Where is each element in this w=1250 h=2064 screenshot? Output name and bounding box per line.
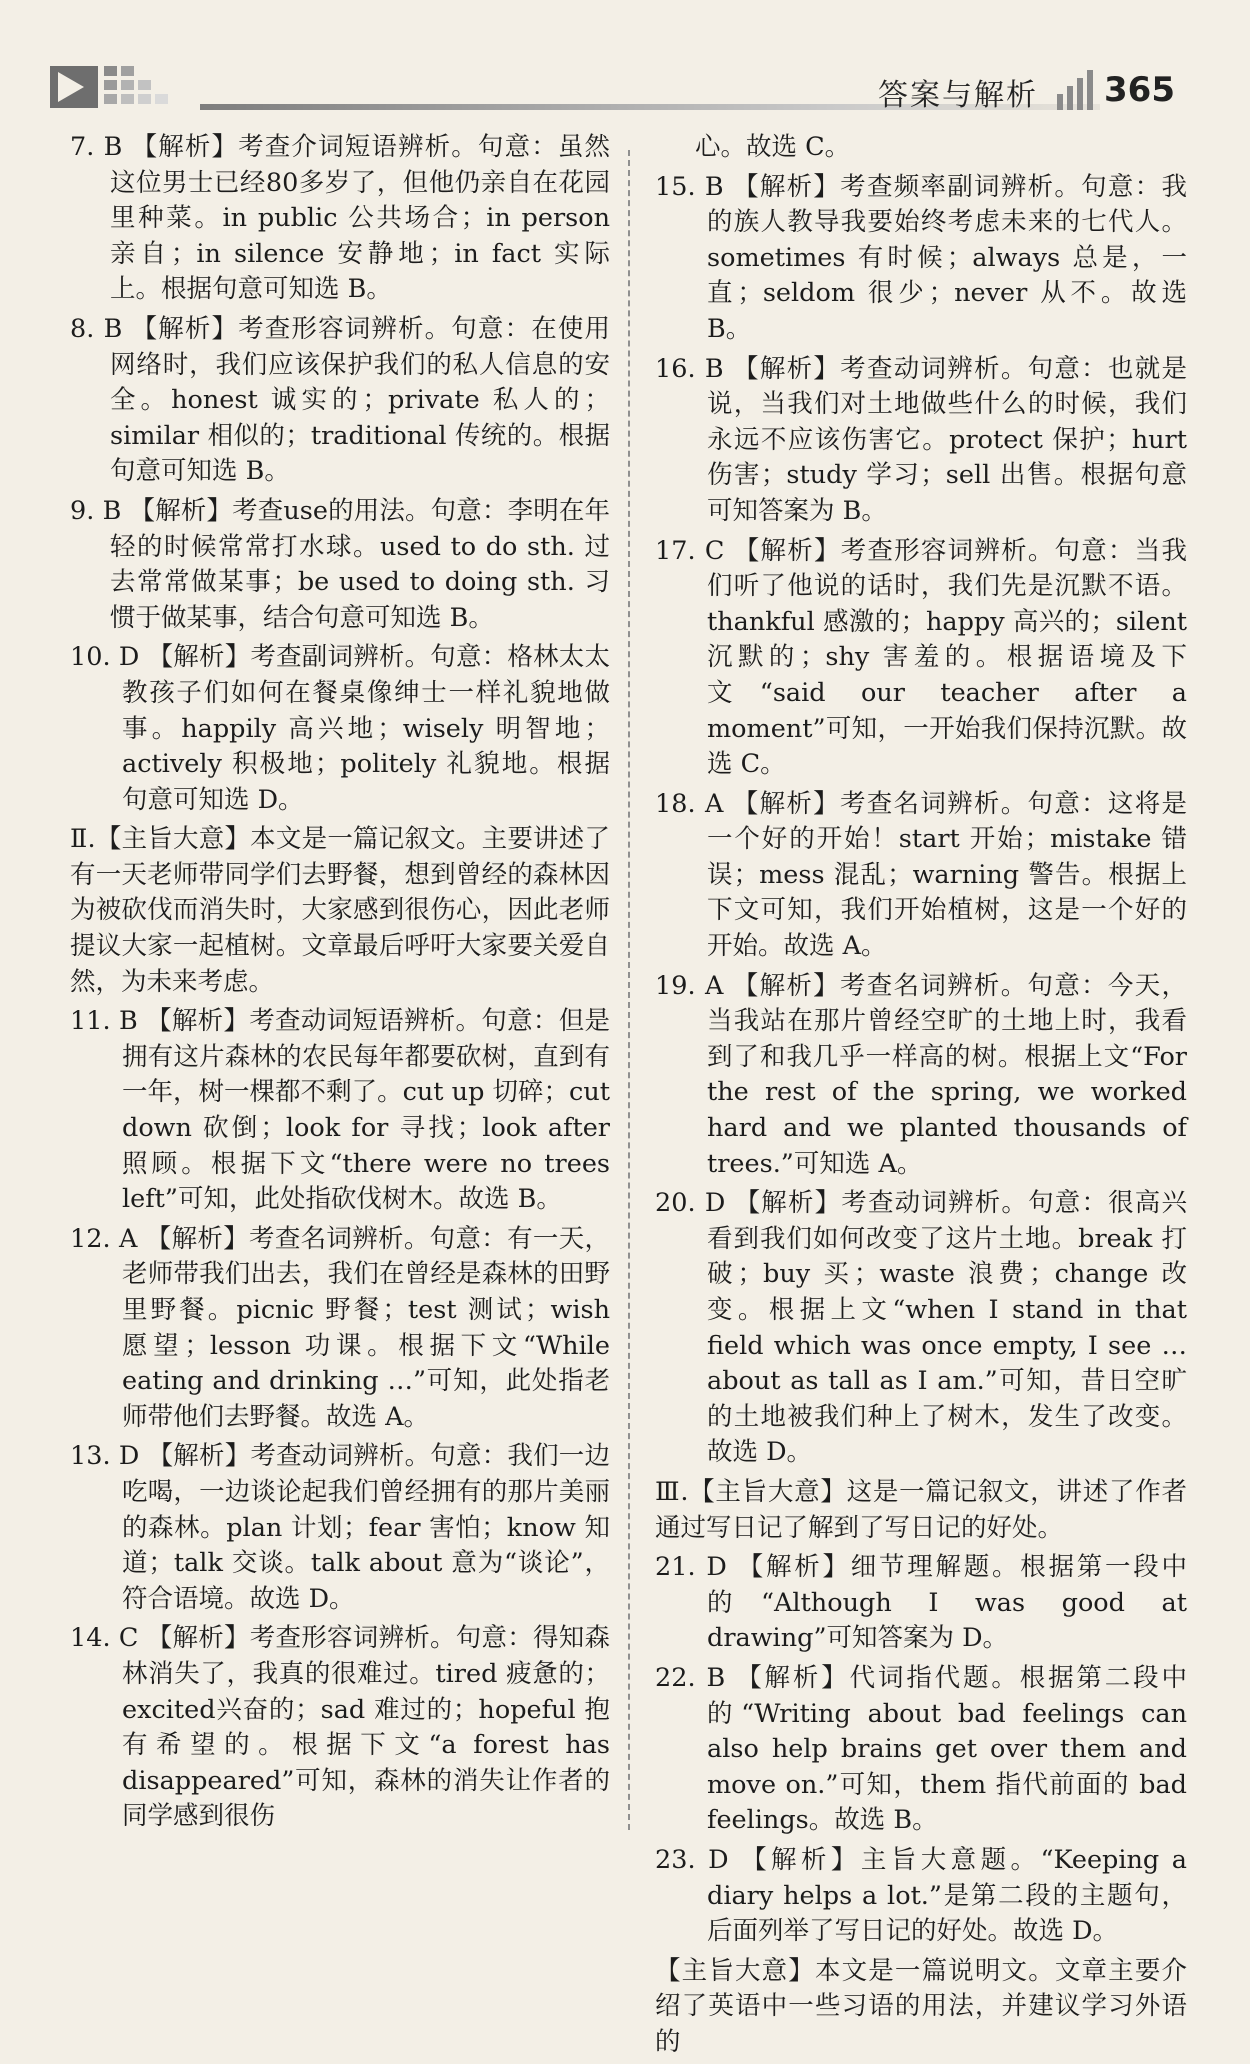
answer-entry: 21. D 【解析】细节理解题。根据第一段中的“Although I was good at drawing”可知答案为 D。 xyxy=(655,1552,1187,1654)
answer-entry: 16. B 【解析】考查动词辨析。句意：也就是说，当我们对土地做些什么的时候，我们永远不应该伤害它。protect 保护；hurt 伤害；study 学习；sell 出售。根据句意可知答案为 B。 xyxy=(655,353,1187,526)
answer-entry: 18. A 【解析】考查名词辨析。句意：这将是一个好的开始！start 开始；mistake 错误；mess 混乱；warning 警告。根据上下文可知，我们开始植树，这是一个好的开始。故选 A。 xyxy=(655,788,1187,962)
answer-entry: 12. A 【解析】考查名词辨析。句意：有一天，老师带我们出去，我们在曾经是森林的田野里野餐。picnic 野餐；test 测试；wish 愿望；lesson 功课。根据下文“While eating and drinking …”可知，此处指老师带他们去野餐。故选 A。 xyxy=(70,1223,610,1432)
answer-entry: 14. C 【解析】考查形容词辨析。句意：得知森林消失了，我真的很难过。tired 疲惫的；excited兴奋的；sad 难过的；hopeful 抱有希望的。根据下文“a forest has disappeared”可知，森林的消失让作者的同学感到很伤 xyxy=(70,1623,610,1832)
answer-entry: 心。故选 C。 xyxy=(695,132,851,162)
answer-entry: 7. B 【解析】考查介词短语辨析。句意：虽然这位男士已经80多岁了，但他仍亲自在花园里种菜。in public 公共场合；in person 亲自；in silence 安静地；in fact 实际上。根据句意可知选 B。 xyxy=(70,132,610,305)
right-column xyxy=(655,130,1187,2064)
answer-entry: 20. D 【解析】考查动词辨析。句意：很高兴看到我们如何改变了这片土地。break 打破；buy 买；waste 浪费；change 改变。根据上文“when I stand in that field which was once empty, I see … about as tall as I am.”可知，昔日空旷的土地被我们种上了树木，发生了改变。故选 D。 xyxy=(655,1188,1187,1468)
answer-entry: 23. D 【解析】主旨大意题。“Keeping a diary helps a lot.”是第二段的主题句，后面列举了写日记的好处。故选 D。 xyxy=(655,1844,1187,1947)
answer-entry: 10. D 【解析】考查副词辨析。句意：格林太太教孩子们如何在餐桌像绅士一样礼貌地做事。happily 高兴地；wisely 明智地；actively 积极地；politely 礼貌地。根据句意可知选 D。 xyxy=(70,642,610,815)
answer-entry: 9. B 【解析】考查use的用法。句意：李明在年轻的时候常常打水球。used to do sth. 过去常常做某事；be used to doing sth. 习惯于做某事，结合句意可知选 B。 xyxy=(70,495,610,633)
answer-entry: 15. B 【解析】考查频率副词辨析。句意：我的族人教导我要始终考虑未来的七代人。sometimes 有时候；always 总是，一直；seldom 很少；never 从不。故选 B。 xyxy=(655,171,1187,344)
publisher-logo-icon xyxy=(50,58,200,118)
header-title: 答案与解析 xyxy=(878,78,1038,113)
column-divider xyxy=(628,150,630,1830)
section-summary: Ⅱ.【主旨大意】本文是一篇记叙文。主要讲述了有一天老师带同学们去野餐，想到曾经的森林因为被砍伐而消失时，大家感到很伤心，因此老师提议大家一起植树。文章最后呼吁大家要关爱自然，为未来考虑。 xyxy=(70,824,610,997)
left-column xyxy=(70,130,610,1839)
answer-entry: 8. B 【解析】考查形容词辨析。句意：在使用网络时，我们应该保护我们的私人信息的安全。honest 诚实的；private 私人的；similar 相似的；traditional 传统的。根据句意可知选 B。 xyxy=(70,313,610,487)
answer-entry: 17. C 【解析】考查形容词辨析。句意：当我们听了他说的话时，我们先是沉默不语。thankful 感激的；happy 高兴的；silent 沉默的；shy 害羞的。根据语境及下文“said our teacher after a moment”可知，一开始我们保持沉默。故选 C。 xyxy=(655,535,1187,780)
section-summary: Ⅲ.【主旨大意】这是一篇记叙文，讲述了作者通过写日记了解到了写日记的好处。 xyxy=(655,1476,1187,1543)
answer-entry: 13. D 【解析】考查动词辨析。句意：我们一边吃喝，一边谈论起我们曾经拥有的那片美丽的森林。plan 计划；fear 害怕；know 知道；talk 交谈。talk about 意为“谈论”，符合语境。故选 D。 xyxy=(70,1441,610,1614)
answer-entry: 22. B 【解析】代词指代题。根据第二段中的“Writing about bad feelings can also help brains get over them and move on.”可知，them 指代前面的 bad feelings。故选 B。 xyxy=(655,1662,1187,1836)
answer-entry: 【主旨大意】本文是一篇说明文。文章主要介绍了英语中一些习语的用法，并建议学习外语的 xyxy=(655,1955,1187,2057)
bar-graph-icon xyxy=(1055,68,1097,110)
answer-entry: 19. A 【解析】考查名词辨析。句意：今天，当我站在那片曾经空旷的土地上时，我看到了和我几乎一样高的树。根据上文“For the rest of the spring, we worked hard and we planted thousands of trees.”可知选 A。 xyxy=(655,970,1187,1179)
answer-entry: 11. B 【解析】考查动词短语辨析。句意：但是拥有这片森林的农民每年都要砍树，直到有一年，树一棵都不剩了。cut up 切碎；cut down 砍倒；look for 寻找；look after 照顾。根据下文“there were no trees left”可知，此处指砍伐树木。故选 B。 xyxy=(70,1006,610,1215)
page-number: 365 xyxy=(1104,70,1175,110)
page-header xyxy=(0,0,1250,140)
